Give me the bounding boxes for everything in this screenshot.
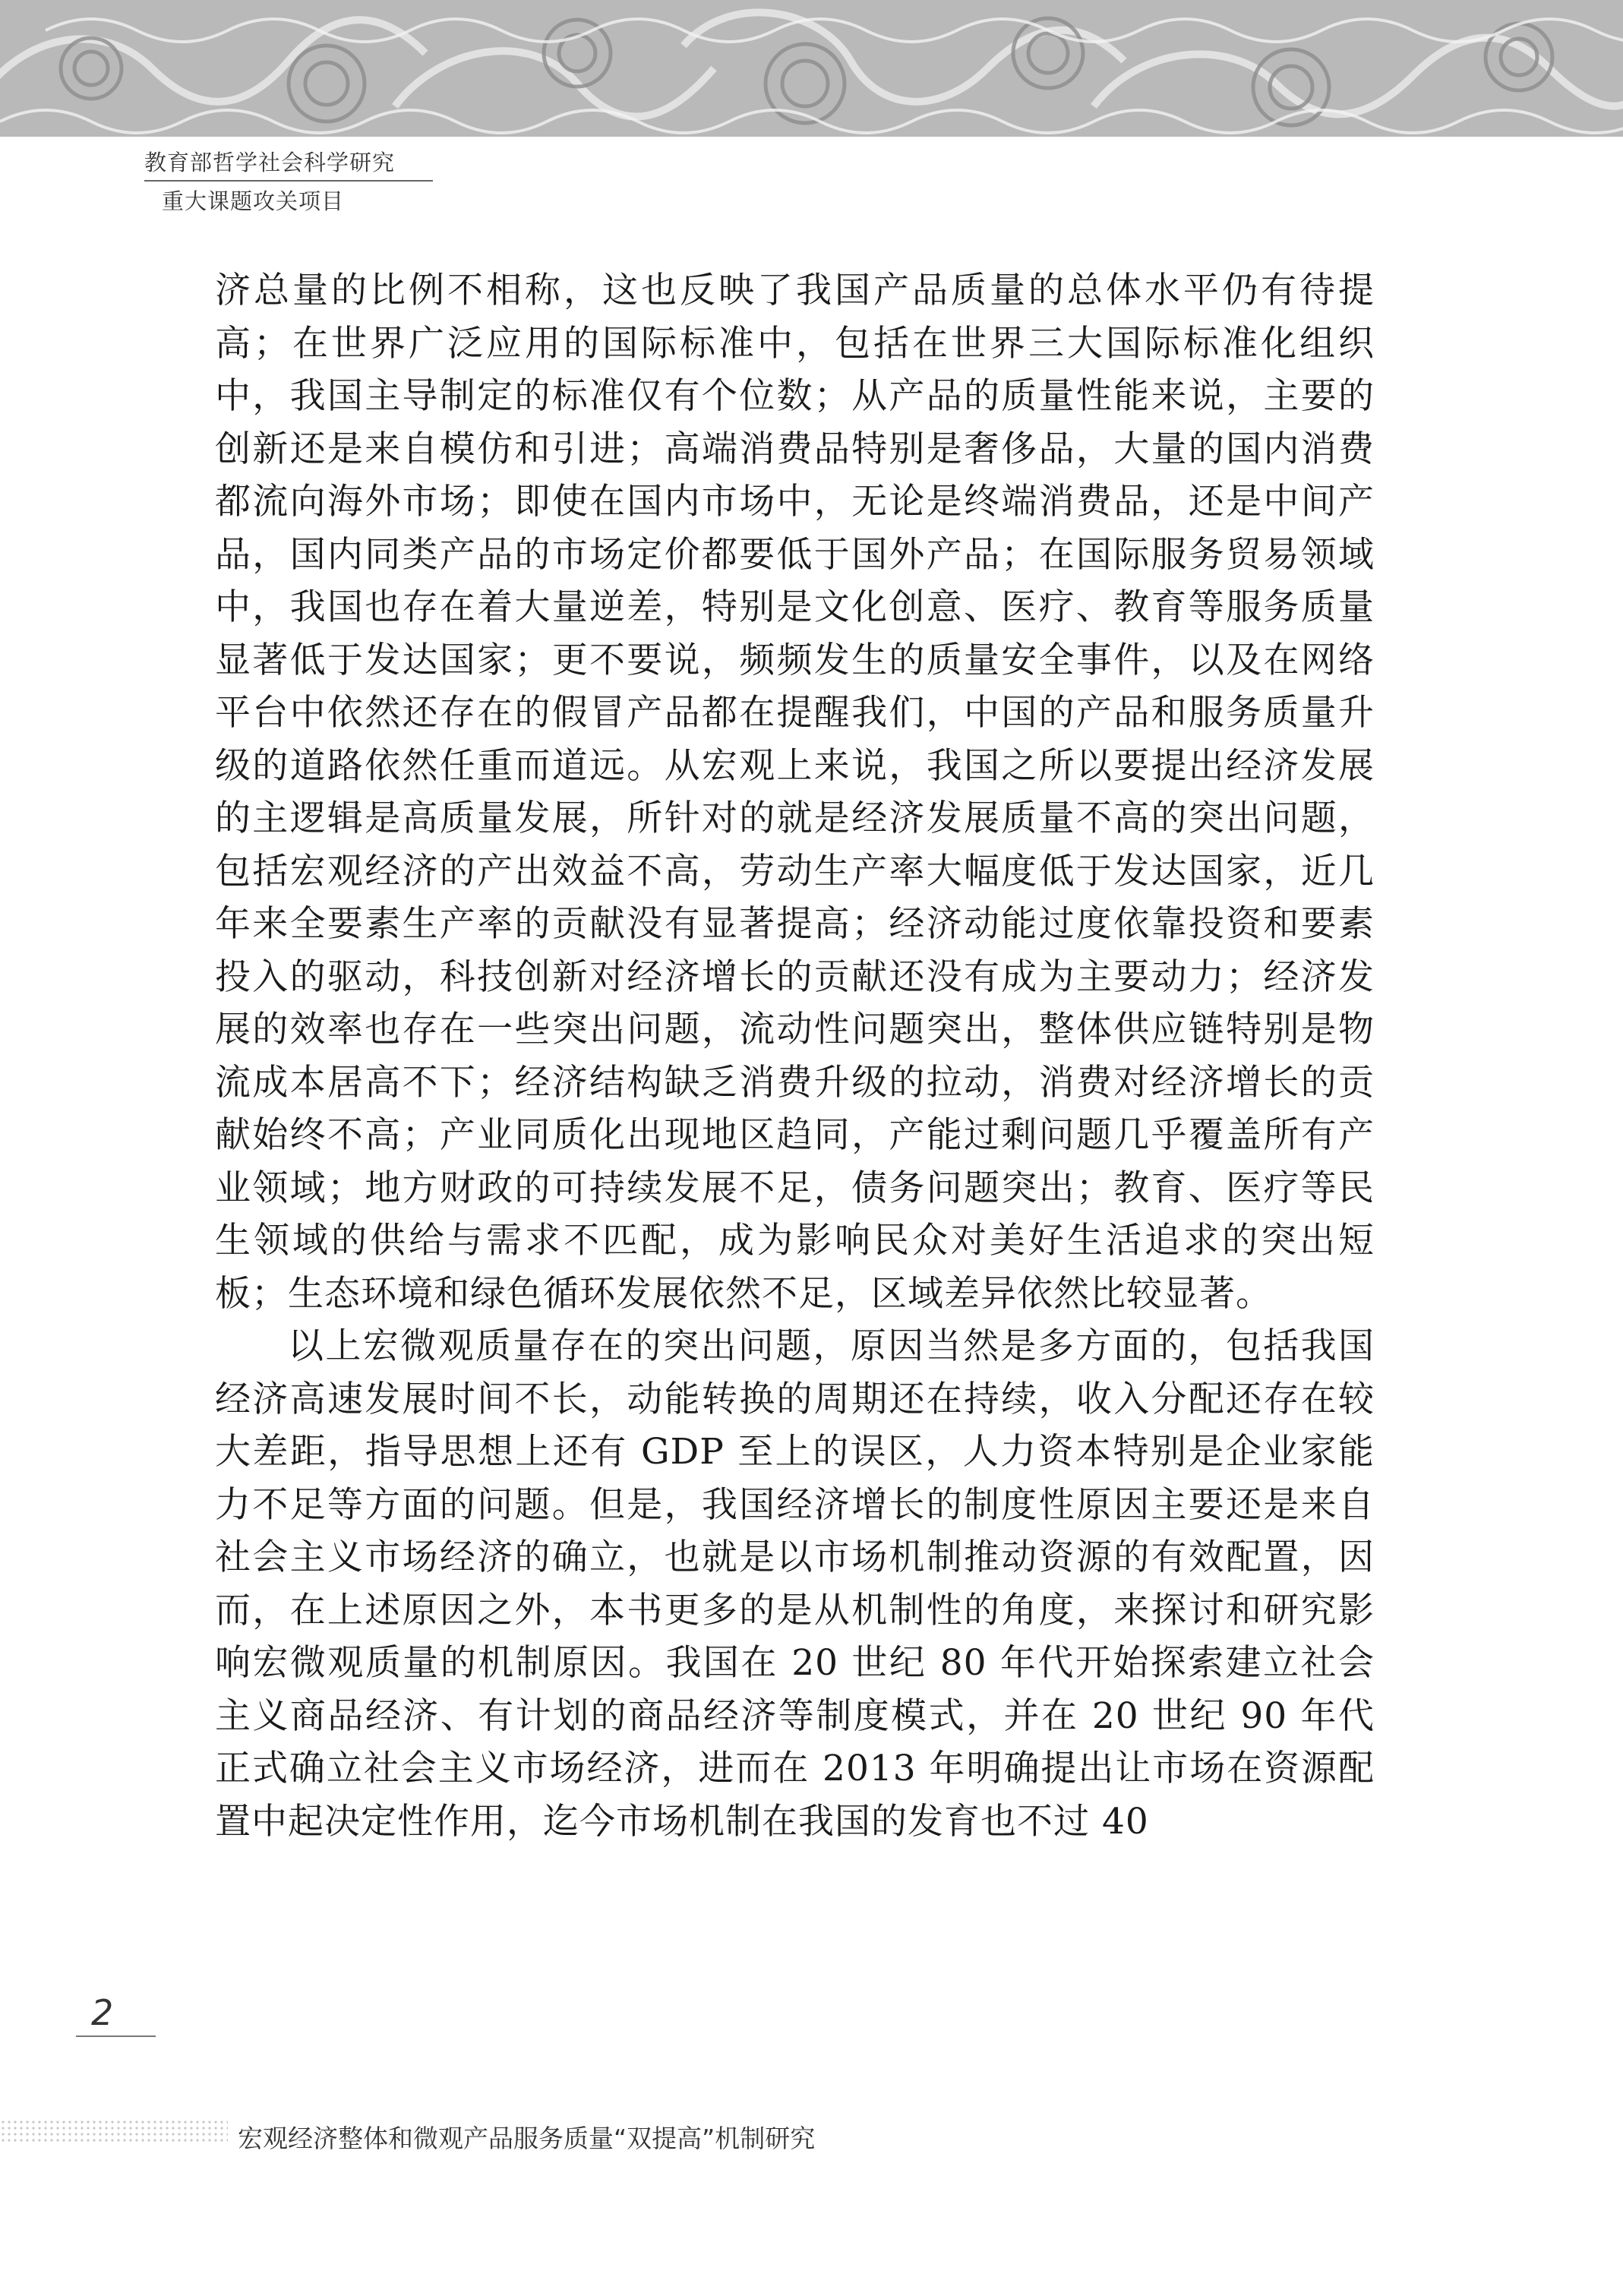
paragraph: 济总量的比例不相称，这也反映了我国产品质量的总体水平仍有待提高；在世界广泛应用的国际标准中，包括在世界三大国际标准化组织中，我国主导制定的标准仅有个位数；从产品的质量性能来说，主要的创新还是来自模仿和引进；高端消费品特别是奢侈品，大量的国内消费都流向海外市场；即使在国内市场中，无论是终端消费品，还是中间产品，国内同类产品的市场定价都要低于国外产品；在国际服务贸易领域中，我国也存在着大量逆差，特别是文化创意、医疗、教育等服务质量显著低于发达国家；更不要说，频频发生的质量安全事件，以及在网络平台中依然还存在的假冒产品都在提醒我们，中国的产品和服务质量升级的道路依然任重而道远。从宏观上来说，我国之所以要提出经济发展的主逻辑是高质量发展，所针对的就是经济发展质量不高的突出问题，包括宏观经济的产出效益不高，劳动生产率大幅度低于发达国家，近几年来全要素生产率的贡献没有显著提高；经济动能过度依靠投资和要素投入的驱动，科技创新对经济增长的贡献还没有成为主要动力；经济发展的效率也存在一些突出问题，流动性问题突出，整体供应链特别是物流成本居高不下；经济结构缺乏消费升级的拉动，消费对经济增长的贡献始终不高；产业同质化出现地区趋同，产能过剩问题几乎覆盖所有产业领域；地方财政的可持续发展不足，债务问题突出；教育、医疗等民生领域的供给与需求不匹配，成为影响民众对美好生活追求的突出短板；生态环境和绿色循环发展依然不足，区域差异依然比较显著。: [215, 270, 1375, 1315]
dot-pattern-decoration: [0, 2119, 228, 2145]
series-title-line2: 重大课题攻关项目: [162, 188, 345, 214]
page-number: 2: [76, 1990, 156, 2037]
book-title-footer: 宏观经济整体和微观产品服务质量“双提高”机制研究: [238, 2124, 816, 2153]
series-header: [144, 146, 433, 216]
paragraph: 以上宏微观质量存在的突出问题，原因当然是多方面的，包括我国经济高速发展时间不长，动能转换的周期还在持续，收入分配还存在较大差距，指导思想上还有 GDP 至上的误区，人力资本特别是企业家能力不足等方面的问题。但是，我国经济增长的制度性原因主要还是来自社会主义市场经济的确立，也就是以市场机制推动资源的有效配置，因而，在上述原因之外，本书更多的是从机制性的角度，来探讨和研究影响宏微观质量的机制原因。我国在 20 世纪 80 年代开始探索建立社会主义商品经济、有计划的商品经济等制度模式，并在 20 世纪 90 年代正式确立社会主义市场经济，进而在 2013 年明确提出让市场在资源配置中起决定性作用，迄今市场机制在我国的发育也不过 40: [215, 1325, 1375, 1843]
cloud-pattern-graphic: [0, 0, 1623, 137]
cloud-pattern-banner: [0, 0, 1623, 137]
body-text: [215, 264, 1375, 1848]
series-title-line1: 教育部哲学社会科学研究: [144, 146, 433, 182]
